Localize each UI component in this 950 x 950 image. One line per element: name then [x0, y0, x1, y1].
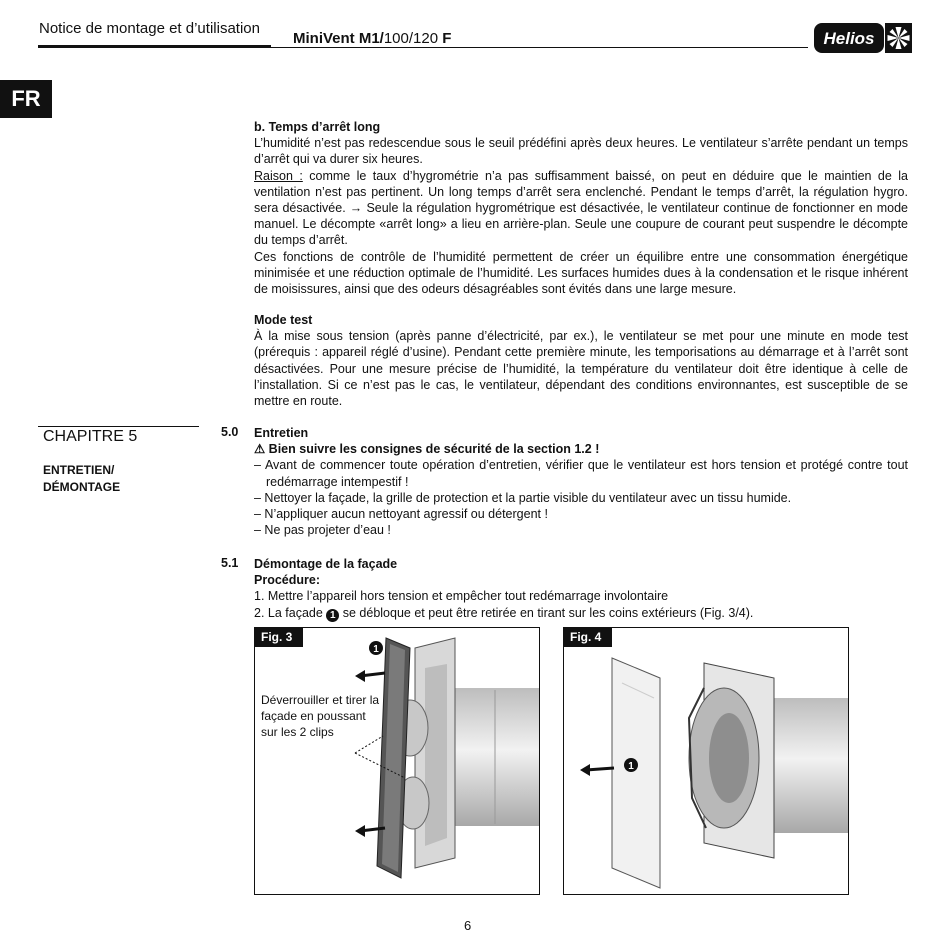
list-item: – N’appliquer aucun nettoyant agressif ou détergent !: [254, 507, 548, 522]
section-5-0-title: Entretien: [254, 426, 309, 440]
fan-removed-drawing: [564, 628, 848, 894]
svg-text:1: 1: [628, 761, 634, 772]
section-5-0-number: 5.0: [221, 425, 239, 439]
chapter-subtitle: ENTRETIEN/ DÉMONTAGE: [43, 463, 121, 494]
list-item: – Ne pas projeter d’eau !: [254, 523, 391, 538]
section-b-paragraph-3: Ces fonctions de contrôle de l’humidité permettent de créer un équilibre entre une consommation énergétique minimisée et une réduction optimale de l’humidité. Les surfaces humides dues à la condensation et le risque inhérent de moisissures, ainsi que des odeurs désagréables sont évités dans une large mesure.: [254, 249, 908, 297]
page-number: 6: [464, 918, 472, 933]
section-b: [254, 119, 908, 297]
figure-3: [254, 627, 540, 895]
section-b-paragraph-2: Raison : comme le taux d’hygrométrie n’a pas suffisamment baissé, on peut en déduire que le maintien de la ventilation n’est pas pertinent. Un long temps d’arrêt sera enclenché. Pendant le temps d’arrêt, la régulation hygro. sera désactivée. → Seule la régulation hygrométrique est désactivée, le ventilateur continue de fonctionner en mode manuel. Le décompte «arrêt long» a lieu en arrière-plan. Seule une coupure de courant peut suspendre le décompte du temps d’arrêt.: [254, 168, 908, 248]
chapter-rule: [38, 426, 199, 427]
chapter-title: CHAPITRE 5: [43, 428, 138, 445]
step-2: 2. La façade 1 se débloque et peut être retirée en tirant sur les coins extérieurs (Fig. 3/4).: [254, 605, 754, 621]
helios-logo: [813, 20, 913, 56]
step-1: 1. Mettre l’appareil hors tension et empêcher tout redémarrage involontaire: [254, 589, 669, 604]
figure-4-label: Fig. 4: [564, 628, 612, 647]
section-5-1-title: Démontage de la façade: [254, 557, 398, 571]
section-b-heading: b. Temps d’arrêt long: [254, 120, 381, 134]
product-name: MiniVent M1/100/120 F: [293, 30, 452, 47]
figure-3-label: Fig. 3: [255, 628, 303, 647]
safety-warning: ⚠ Bien suivre les consignes de sécurité de la section 1.2 !: [254, 442, 600, 457]
header-rule-thick: [38, 45, 271, 48]
language-tab: FR: [0, 80, 52, 118]
mode-test-heading: Mode test: [254, 313, 313, 327]
list-item: – Nettoyer la façade, la grille de protection et la partie visible du ventilateur avec un tissu humide.: [254, 490, 792, 505]
svg-text:1: 1: [373, 644, 379, 655]
list-item: – Avant de commencer toute opération d’entretien, vérifier que le ventilateur est hors tension et protégé contre tout redémarrage intempestif !: [254, 458, 908, 489]
fan-facade-drawing: [255, 628, 539, 894]
mode-test-text: À la mise sous tension (après panne d’électricité, par ex.), le ventilateur se met pour une minute en mode test (prérequis : appareil réglé d’usine). Pendant cette première minute, les temporisations au démarrage et à l’arrêt sont désactivées. Pour une mesure précise de l’humidité, la température du ventilateur doit être identique à celle de l’installation. Si ce n’est pas le cas, le ventilateur, dépendant des conditions environnantes, est susceptible de se mettre en route.: [254, 329, 908, 409]
maintenance-list: [254, 457, 908, 538]
section-5-0: [254, 425, 908, 538]
mode-test-section: [254, 312, 908, 409]
figure-4: [563, 627, 849, 895]
section-5-1: [254, 556, 908, 622]
procedure-label: Procédure:: [254, 573, 320, 588]
figure-3-caption: Déverrouiller et tirer la façade en poussant sur les 2 clips: [261, 693, 380, 739]
document-title: Notice de montage et d’utilisation: [39, 20, 260, 37]
svg-text:Helios: Helios: [823, 29, 875, 48]
section-5-1-number: 5.1: [221, 556, 239, 570]
marker-1-icon: 1: [326, 609, 339, 622]
section-b-paragraph-1: L’humidité n’est pas redescendue sous le seuil prédéfini après deux heures. Le ventilateur s’arrête pendant un temps d’arrêt qui va durer six heures.: [254, 136, 908, 167]
